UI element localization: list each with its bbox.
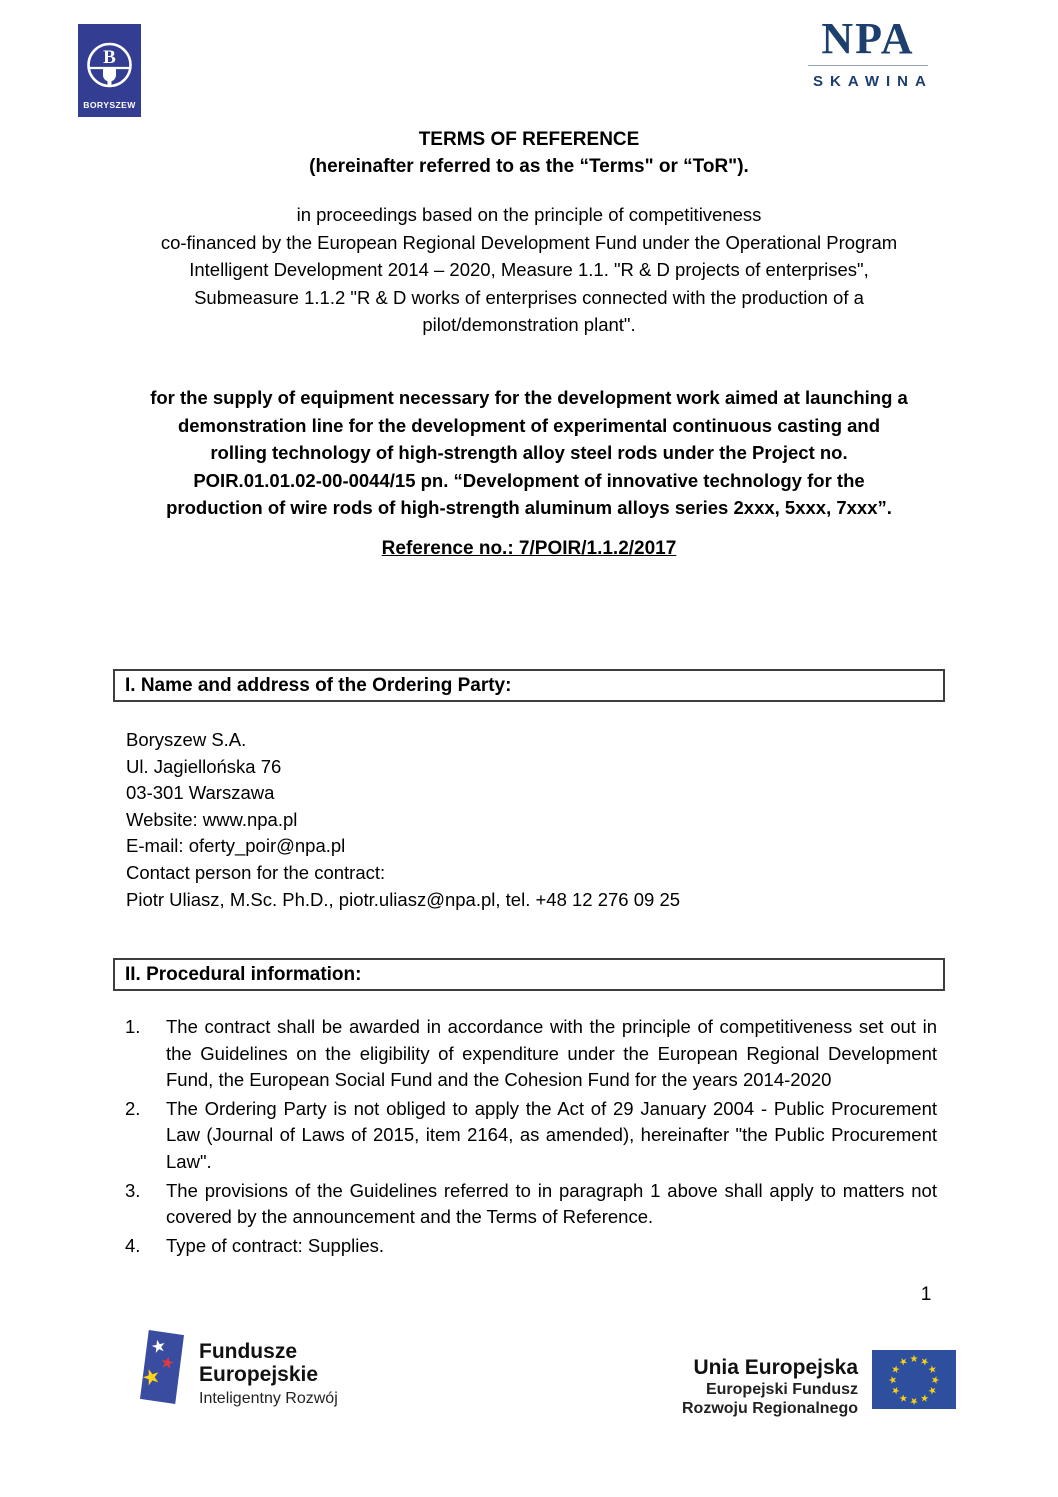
eu-flag-star-icon: ★ <box>889 1362 904 1376</box>
npa-logo-divider <box>808 65 928 66</box>
boryszew-emblem-icon <box>78 24 141 117</box>
procedural-information-list <box>125 1014 937 1261</box>
title-line-1: TERMS OF REFERENCE <box>418 129 640 150</box>
list-item <box>125 1178 937 1231</box>
eu-flag-star-icon: ★ <box>917 1390 931 1405</box>
subject-paragraph <box>0 384 1058 522</box>
npa-logo-city: SKAWINA <box>813 73 933 90</box>
eu-flag-star-icon: ★ <box>889 1383 904 1397</box>
intro-line: in proceedings based on the principle of competitiveness <box>296 204 762 225</box>
svg-text:B: B <box>103 47 116 68</box>
ordering-party-address <box>126 727 680 913</box>
eu-flag-star-icon: ★ <box>897 1354 911 1369</box>
list-item-number: 1. <box>125 1016 141 1037</box>
list-item <box>125 1233 937 1260</box>
address-email: E-mail: oferty_poir@npa.pl <box>126 835 346 857</box>
svg-text:BORYSZEW: BORYSZEW <box>83 100 136 110</box>
fundusze-subtitle: Inteligentny Rozwój <box>199 1390 338 1407</box>
fundusze-title-line1: Fundusze <box>199 1340 297 1363</box>
list-item-text: The Ordering Party is not obliged to apply the Act of 29 January 2004 - Public Procurement Law (Journal of Laws of 2015, item 2164, as amended), hereinafter "the Public Procurement Law". <box>166 1097 937 1172</box>
subject-line: production of wire rods of high-strength aluminum alloys series 2xxx, 5xxx, 7xxx”. <box>166 497 892 518</box>
red-star-icon: ★ <box>158 1353 176 1374</box>
section-2-heading-box <box>113 958 945 991</box>
section-1-heading-box <box>113 669 945 702</box>
intro-line: pilot/demonstration plant". <box>422 314 636 335</box>
eu-flag-star-icon: ★ <box>924 1383 939 1397</box>
white-star-icon: ★ <box>149 1335 169 1358</box>
subject-line: for the supply of equipment necessary for the development work aimed at launching a <box>150 387 908 408</box>
intro-line: Submeasure 1.1.2 "R & D works of enterprises connected with the production of a <box>194 286 864 308</box>
list-item <box>125 1014 937 1094</box>
unia-europejska-logo <box>640 1350 956 1418</box>
npa-logo-name: NPA <box>821 14 915 63</box>
list-item-text: Type of contract: Supplies. <box>166 1234 385 1256</box>
title-line-2: (hereinafter referred to as the “Terms" or “ToR"). <box>309 156 749 177</box>
subject-line: POIR.01.01.02-00-0044/15 pn. “Development of innovative technology for the <box>193 469 865 491</box>
address-city: 03-301 Warszawa <box>126 782 275 804</box>
unia-subtitle-1: Europejski Fundusz <box>705 1381 858 1398</box>
section-2-heading: II. Procedural information: <box>125 963 362 985</box>
fundusze-flag-icon <box>140 1330 184 1404</box>
subject-line: rolling technology of high-strength alloy steel rods under the Project no. <box>210 442 848 463</box>
unia-title: Unia Europejska <box>693 1356 858 1379</box>
list-item-number: 2. <box>125 1097 141 1119</box>
section-1-heading: I. Name and address of the Ordering Party: <box>125 674 512 696</box>
fundusze-logo-text <box>199 1340 338 1408</box>
document-title <box>0 126 1058 180</box>
fundusze-title-line2: Europejskie <box>199 1363 319 1386</box>
reference-number: Reference no.: 7/POIR/1.1.2/2017 <box>381 538 677 559</box>
eu-flag-icon: ★ ★ ★ ★ ★ ★ ★ ★ ★ ★ ★ ★ <box>872 1350 956 1409</box>
intro-line: Intelligent Development 2014 – 2020, Measure 1.1. "R & D projects of enterprises", <box>189 259 869 280</box>
list-item <box>125 1096 937 1176</box>
list-item-text: The contract shall be awarded in accordance with the principle of competitiveness set out in the Guidelines on the eligibility of expenditure under the European Regional Development Fund, the European Social Fund and the Cohesion Fund for the years 2014-2020 <box>166 1016 937 1091</box>
address-street: Ul. Jagiellońska 76 <box>126 755 282 777</box>
fundusze-europejskie-logo <box>140 1328 338 1408</box>
list-item-number: 4. <box>125 1234 141 1256</box>
address-website: Website: www.npa.pl <box>126 808 298 830</box>
subject-line: demonstration line for the development of experimental continuous casting and <box>177 414 881 436</box>
eu-flag-star-icon: ★ <box>917 1354 931 1369</box>
address-contact-label: Contact person for the contract: <box>126 861 386 883</box>
boryszew-logo <box>78 24 141 117</box>
list-item-number: 3. <box>125 1179 141 1201</box>
list-item-text: The provisions of the Guidelines referred to in paragraph 1 above shall apply to matters not covered by the announcement and the Terms of Reference. <box>166 1179 937 1228</box>
unia-logo-text <box>640 1356 858 1418</box>
address-company: Boryszew S.A. <box>126 729 247 750</box>
address-contact-person: Piotr Uliasz, M.Sc. Ph.D., piotr.uliasz@npa.pl, tel. +48 12 276 09 25 <box>126 888 681 910</box>
intro-line: co-financed by the European Regional Development Fund under the Operational Program <box>160 231 898 253</box>
intro-paragraph <box>0 201 1058 339</box>
unia-subtitle-2: Rozwoju Regionalnego <box>682 1400 858 1417</box>
eu-flag-star-icon: ★ <box>924 1362 939 1376</box>
yellow-star-icon: ★ <box>138 1363 164 1392</box>
page-number: 1 <box>920 1284 932 1305</box>
eu-flag-star-icon: ★ <box>897 1390 911 1405</box>
npa-skawina-logo <box>806 14 933 90</box>
